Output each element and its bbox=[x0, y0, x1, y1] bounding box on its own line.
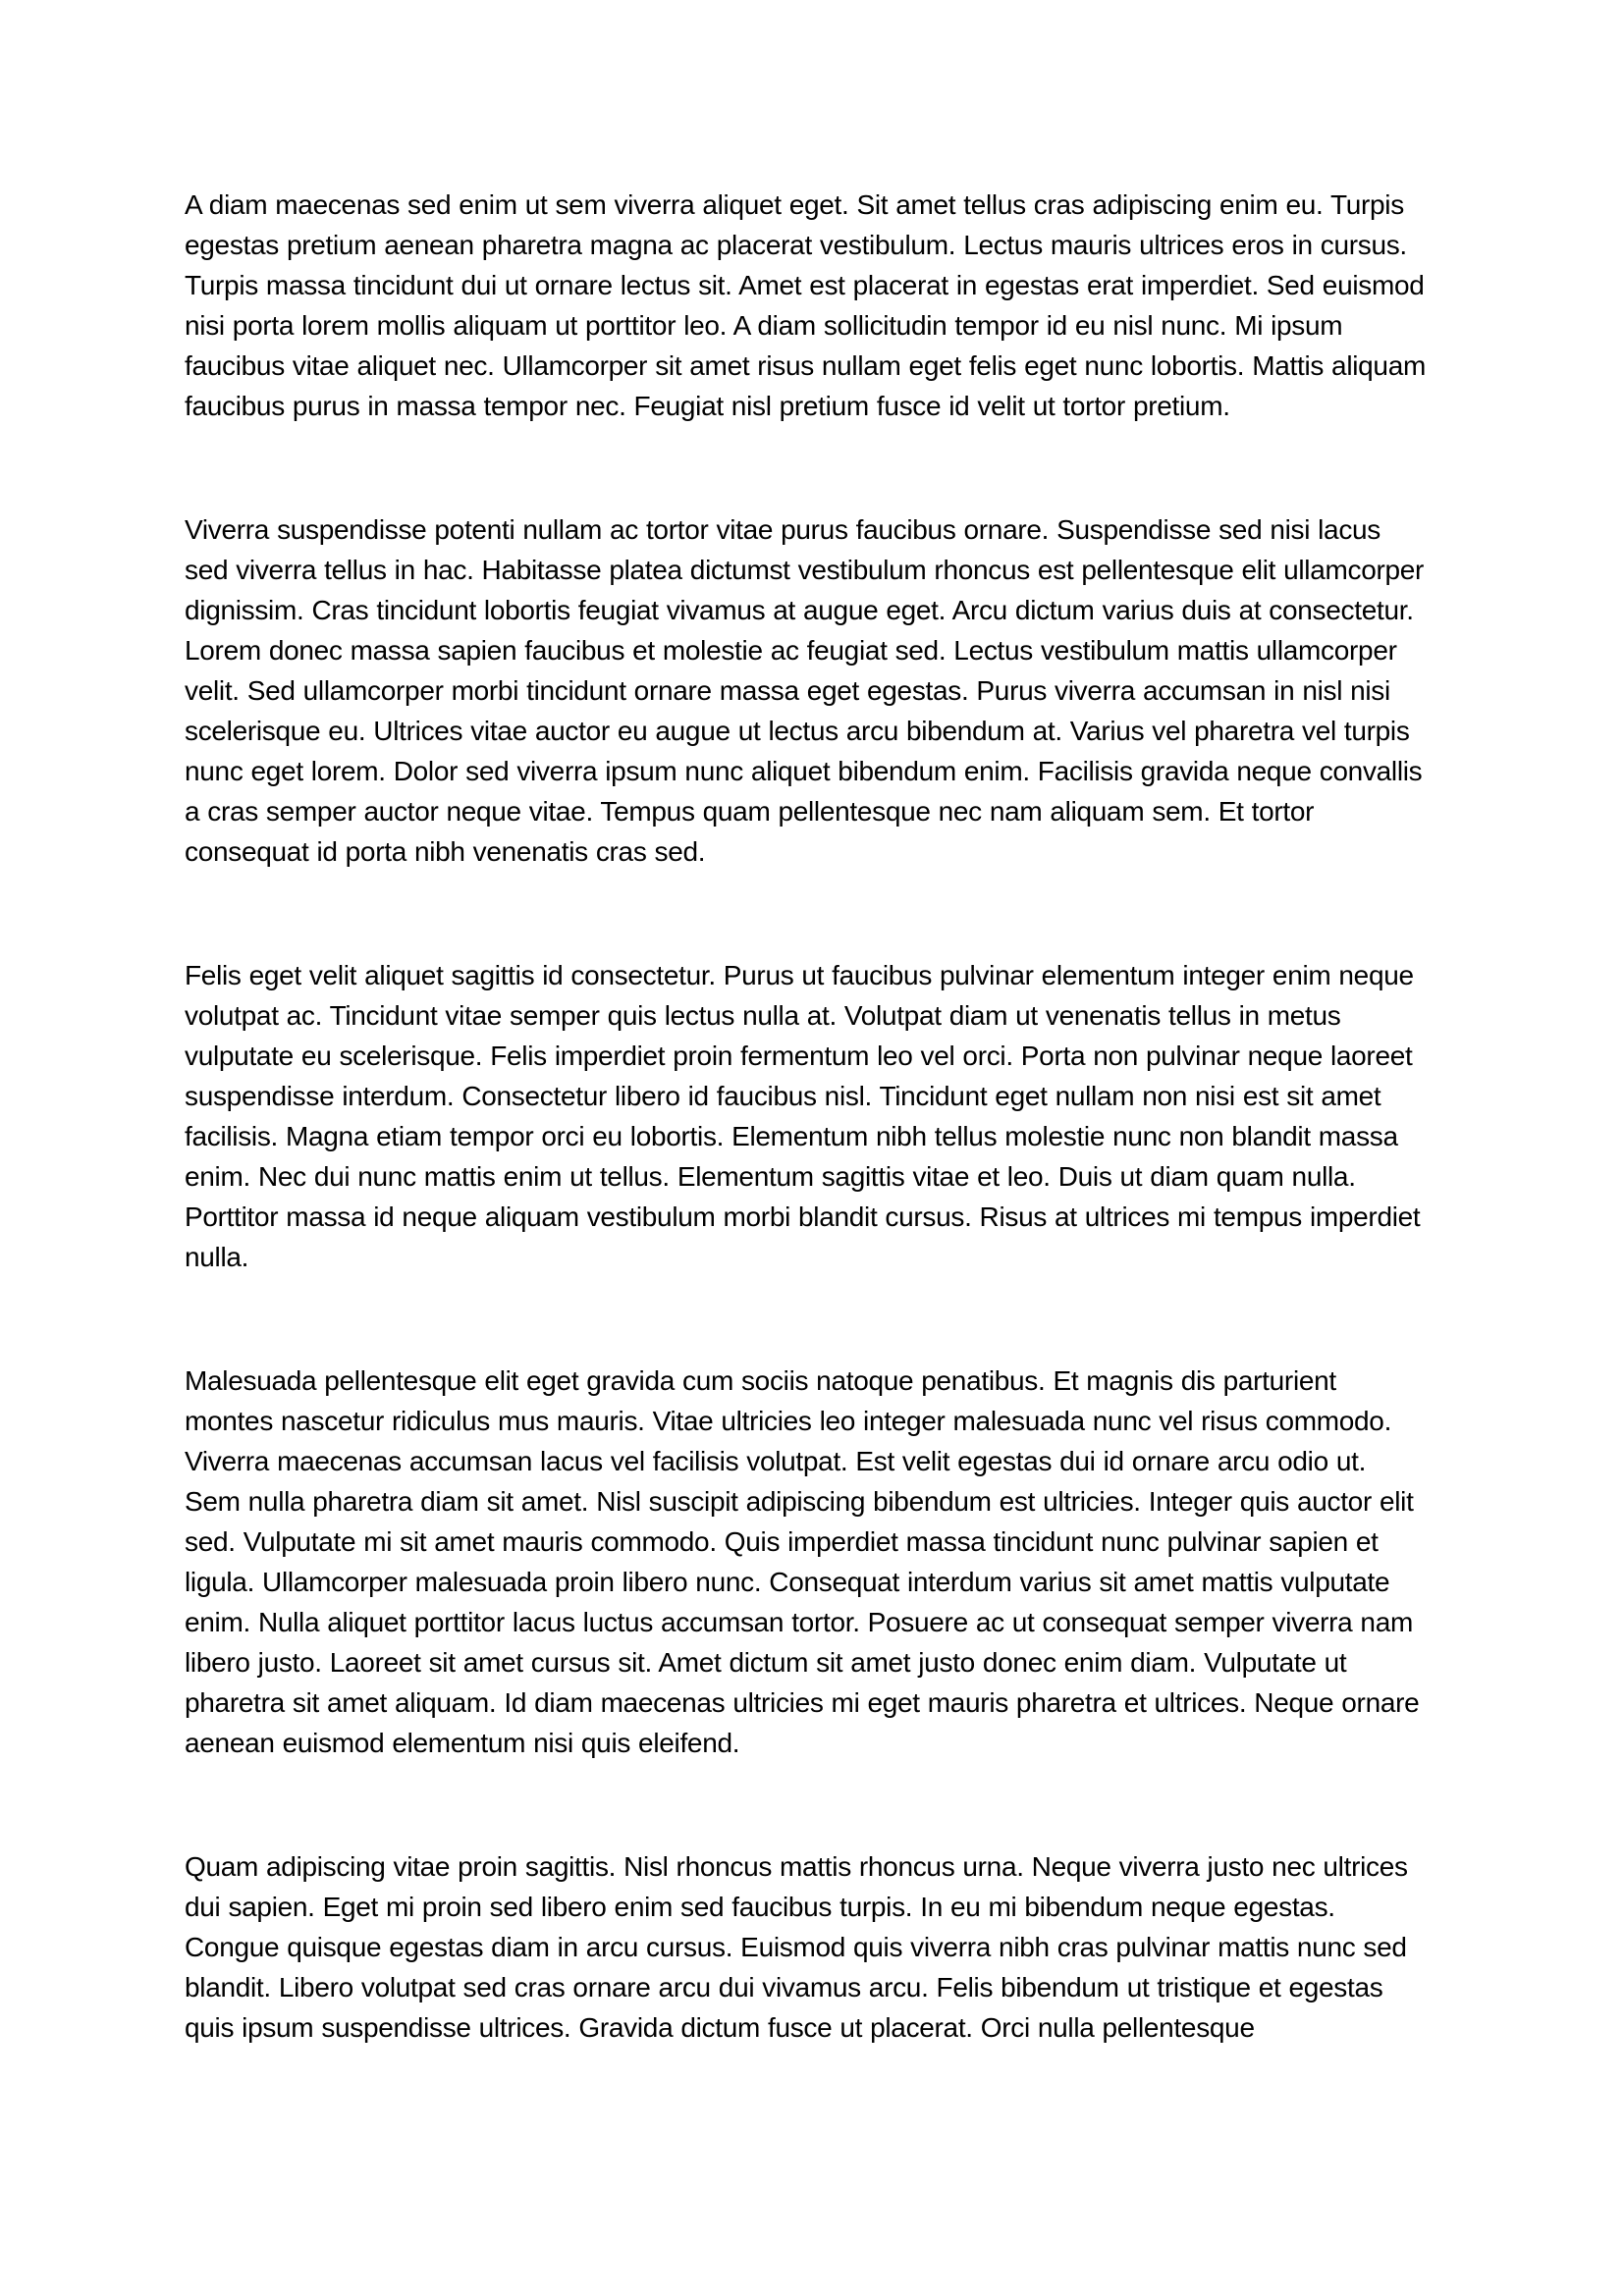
paragraph-1: A diam maecenas sed enim ut sem viverra aliquet eget. Sit amet tellus cras adipiscing enim eu. Turpis egestas pretium aenean pharetra magna ac placerat vestibulum. Lectus mauris ultrices eros in cursus. Turpis massa tincidunt dui ut ornare lectus sit. Amet est placerat in egestas erat imperdiet. Sed euismod nisi porta lorem mollis aliquam ut porttitor leo. A diam sollicitudin tempor id eu nisl nunc. Mi ipsum faucibus vitae aliquet nec. Ullamcorper sit amet risus nullam eget felis eget nunc lobortis. Mattis aliquam faucibus purus in massa tempor nec. Feugiat nisl pretium fusce id velit ut tortor pretium. bbox=[185, 189, 1427, 421]
paragraph-5: Quam adipiscing vitae proin sagittis. Nisl rhoncus mattis rhoncus urna. Neque viverra justo nec ultrices dui sapien. Eget mi proin sed libero enim sed faucibus turpis. In eu mi bibendum neque egestas. Congue quisque egestas diam in arcu cursus. Euismod quis viverra nibh cras pulvinar mattis nunc sed blandit. Libero volutpat sed cras ornare arcu dui vivamus arcu. Felis bibendum ut tristique et egestas quis ipsum suspendisse ultrices. Gravida dictum fusce ut placerat. Orci nulla pellentesque bbox=[185, 1851, 1408, 2043]
paragraph-3: Felis eget velit aliquet sagittis id consectetur. Purus ut faucibus pulvinar elementum integer enim neque volutpat ac. Tincidunt vitae semper quis lectus nulla at. Volutpat diam ut venenatis tellus in metus vulputate eu scelerisque. Felis imperdiet proin fermentum leo vel orci. Porta non pulvinar neque laoreet suspendisse interdum. Consectetur libero id faucibus nisl. Tincidunt eget nullam non nisi est sit amet facilisis. Magna etiam tempor orci eu lobortis. Elementum nibh tellus molestie nunc non blandit massa enim. Nec dui nunc mattis enim ut tellus. Elementum sagittis vitae et leo. Duis ut diam quam nulla. Porttitor massa id neque aliquam vestibulum morbi blandit cursus. Risus at ultrices mi tempus imperdiet nulla. bbox=[185, 960, 1421, 1272]
paragraph-2: Viverra suspendisse potenti nullam ac tortor vitae purus faucibus ornare. Suspendisse sed nisi lacus sed viverra tellus in hac. Habitasse platea dictumst vestibulum rhoncus est pellentesque elit ullamcorper dignissim. Cras tincidunt lobortis feugiat vivamus at augue eget. Arcu dictum varius duis at consectetur. Lorem donec massa sapien faucibus et molestie ac feugiat sed. Lectus vestibulum mattis ullamcorper velit. Sed ullamcorper morbi tincidunt ornare massa eget egestas. Purus viverra accumsan in nisl nisi scelerisque eu. Ultrices vitae auctor eu augue ut lectus arcu bibendum at. Varius vel pharetra vel turpis nunc eget lorem. Dolor sed viverra ipsum nunc aliquet bibendum enim. Facilisis gravida neque convallis a cras semper auctor neque vitae. Tempus quam pellentesque nec nam aliquam sem. Et tortor consequat id porta nibh venenatis cras sed. bbox=[185, 514, 1425, 867]
paragraph-4: Malesuada pellentesque elit eget gravida cum sociis natoque penatibus. Et magnis dis parturient montes nascetur ridiculus mus mauris. Vitae ultricies leo integer malesuada nunc vel risus commodo. Viverra maecenas accumsan lacus vel facilisis volutpat. Est velit egestas dui id ornare arcu odio ut. Sem nulla pharetra diam sit amet. Nisl suscipit adipiscing bibendum est ultricies. Integer quis auctor elit sed. Vulputate mi sit amet mauris commodo. Quis imperdiet massa tincidunt nunc pulvinar sapien et ligula. Ullamcorper malesuada proin libero nunc. Consequat interdum varius sit amet mattis vulputate enim. Nulla aliquet porttitor lacus luctus accumsan tortor. Posuere ac ut consequat semper viverra nam libero justo. Laoreet sit amet cursus sit. Amet dictum sit amet justo donec enim diam. Vulputate ut pharetra sit amet aliquam. Id diam maecenas ultricies mi eget mauris pharetra et ultrices. Neque ornare aenean euismod elementum nisi quis eleifend. bbox=[185, 1365, 1420, 1758]
document-text-body bbox=[185, 185, 1428, 2048]
